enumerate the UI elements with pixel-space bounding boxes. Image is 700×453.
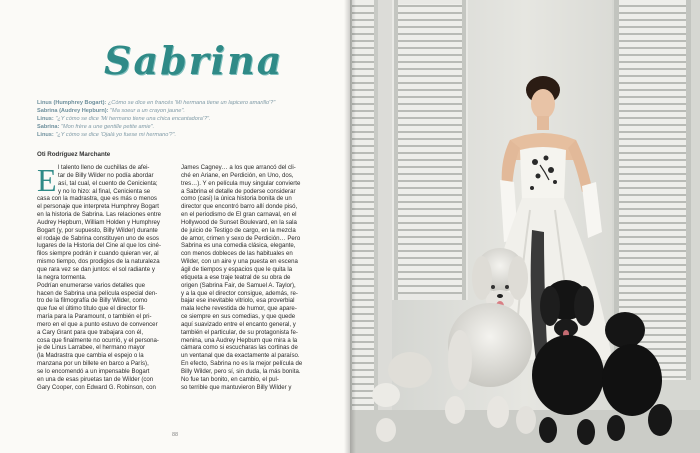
text-line: lugares de la Historia del Cine al que los ciné- [37,242,161,250]
text-line: mismo tiempo, dos prodigios de la naturaleza [37,258,160,266]
text-line: cámara como si escucharas las cortinas de [181,344,298,352]
dialogue-speaker: Linus: [37,131,54,138]
text-line: origen (Sabrina Fair, de Samuel A. Taylor), [181,281,296,289]
text-line: como (casi) la única historia bonita de un [181,195,292,203]
dialogue-line [37,124,337,132]
body-column-1 [37,164,171,391]
text-line: l talento lleno de cuchillas de afei- [58,164,150,171]
right-page-photo [350,0,700,453]
text-line: ce siempre en sus comedias, y que quede [181,313,296,321]
text-line: y no lo hizo: al final, Cenicienta se [58,187,151,195]
author-byline: Oti Rodríguez Marchante [37,151,111,158]
text-line: cosa que finalmente no ocurrió, y el persona- [37,336,159,344]
text-line: de amor, crimen y sexo de Perdición… Pero [181,234,301,242]
dialogue-text: "¿Y cómo se dice 'Mi hermano tiene una chica encantadora'?". [55,115,211,122]
text-line: se lo encomendó a un impensable Bogart [37,367,150,375]
text-line: también el particular, de su protagonista fe- [181,328,298,336]
text-line: Hollywood de Sunset Boulevard, en la sala [181,218,297,226]
dialogue-block [37,100,337,140]
text-line: menina, una Audrey Hepburn que mira a la [181,336,298,344]
text-line: aquí suavizado entre el encanto general, y [181,320,296,328]
text-line: en el periodismo de El gran carnaval, en el [181,211,297,219]
text-line: Audrey Hepburn, William Holden y Humphrey [37,218,160,226]
text-line: Bogart (y, por supuesto, Billy Wilder) durante [37,226,158,234]
dialogue-line [37,100,337,108]
text-line: que rara vez se dan juntos: el sol radiante y [37,265,155,273]
text-line: y a la que el director consigue, además, re- [181,289,298,297]
text-line: Gary Cooper, con Edward G. Robinson, con [37,383,156,391]
text-line: mero en el que a punto estuvo de convencer [37,320,158,328]
text-line: la negra tormenta. [37,273,87,281]
text-line: tres…). Y en película muy singular convierte [181,179,301,187]
text-line: en una de esas piruetas tan de Wilder (con [37,375,154,383]
text-line: je de Linus Larrabee, el hermano mayor [37,344,146,352]
text-line: (la Madrastra que cambia el espejo o la [37,352,144,360]
chapter-title: Sabrina [104,38,284,83]
dialogue-speaker: Linus (Humphrey Bogart): [37,100,107,106]
text-line: ágil de tiempos y espacios que le quita la [181,265,293,273]
text-line: hacen de Sabrina una película especial den- [37,289,158,297]
text-line: Sabrina es una comedia clásica, elegante, [181,242,296,250]
text-line: so terrible que mantuvieron Billy Wilder y [181,383,292,391]
dialogue-line [37,108,337,116]
text-line: mala leche revestida de humor, que apare- [181,305,297,313]
dialogue-text: "¿Y cómo se dice 'Ojalá yo fuese mi hermano'?". [55,131,177,138]
text-line: manzana por un billete en barco a París), [37,360,149,368]
drop-cap: E [37,162,57,198]
dialogue-line [37,132,337,140]
text-line: de juicio de Testigo de cargo, en la mezcla [181,226,296,234]
dialogue-text: "Ma soeur a un crayon jaune". [110,107,185,114]
body-column-2 [181,164,315,391]
text-line: ché en Ariane, en Perdición, en Uno, dos, [181,171,294,179]
text-line: tro de la filmografía de Billy Wilder, como [37,297,148,305]
text-line: a Sabrina el detalle de poderse considerar [181,187,296,195]
text-line: casa con la madrastra, que es más o menos [37,195,157,203]
text-line: filos siempre podrán ir cuando quieran ver, al [37,250,159,258]
text-line: maría para la Paramount, o también el pri- [37,313,152,321]
text-line: Podrían enumerarse varios detalles que [37,281,146,289]
text-line: En efecto, Sabrina no es la mejor película de [181,360,303,368]
text-line: director que encontró barro allí donde pisó, [181,203,298,211]
dialogue-line [37,116,337,124]
text-line: en la historia de Sabrina. Las relaciones entre [37,211,161,219]
dialogue-text: "Mon frère a une gentille petite amie". [60,123,155,130]
text-line: bajar ese inevitable vitriolo, esa proverbial [181,297,295,305]
text-line: con menos dobleces de las habituales en [181,250,293,258]
text-line: Wilder, con un aire y una puesta en escena [181,258,298,266]
text-line: Billy Wilder, pero sí, sin duda, la más bonita. [181,367,301,375]
text-line: a Cary Grant para que trabajara con él, [37,328,144,336]
dialogue-speaker: Sabrina (Audrey Hepburn): [37,107,109,114]
text-line: que fue el último título que el director fil- [37,305,146,313]
photo-illustration [350,0,700,453]
dialogue-speaker: Linus: [37,115,54,122]
page-number: 88 [171,432,179,438]
dialogue-speaker: Sabrina: [37,123,60,130]
text-line: así, tal cual, el cuento de Cenicienta; [58,179,158,187]
text-line: un ventanal que da exactamente al paraíso. [181,352,300,360]
text-line: James Cagney… a los que arrancó del cli- [181,164,296,171]
text-line: No fue tan bonito, en cambio, el pul- [181,375,279,383]
dialogue-text: ¿Cómo se dice en francés 'Mi hermana tiene un lapicero amarillo'?" [107,100,276,106]
text-line: el personaje que interpreta Humphrey Bogart [37,203,159,211]
text-line: etiqueta a ese traje teatral de su obra de [181,273,291,281]
text-line: tar de Billy Wilder no podía abordar [58,171,154,179]
text-line: el rodaje de Sabrina constituyen uno de esos [37,234,159,242]
